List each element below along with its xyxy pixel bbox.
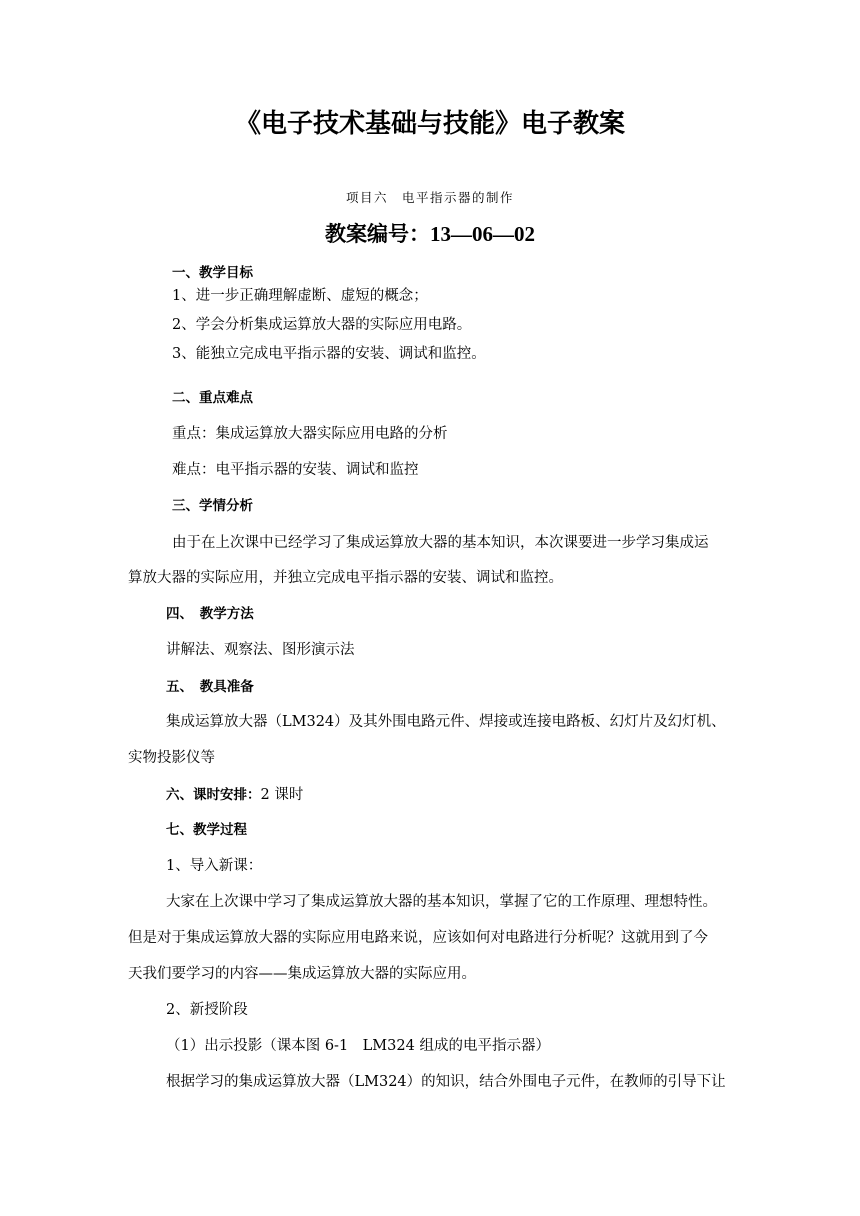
analysis-line-1: 由于在上次课中已经学习了集成运算放大器的基本知识，本次课要进一步学习集成运 bbox=[172, 535, 709, 551]
section-heading-process: 七、教学过程 bbox=[166, 822, 247, 838]
intro-line-1: 大家在上次课中学习了集成运算放大器的基本知识，掌握了它的工作原理、理想特性。 bbox=[166, 894, 717, 910]
section-heading-key-points: 二、重点难点 bbox=[172, 390, 253, 406]
section-heading-objectives: 一、教学目标 bbox=[172, 265, 253, 281]
schedule-value: 2 课时 bbox=[260, 787, 304, 803]
process-step-1: 1、导入新课： bbox=[166, 858, 263, 874]
materials-line-2: 实物投影仪等 bbox=[128, 750, 215, 766]
analysis-line-2: 算放大器的实际应用，并独立完成电平指示器的安装、调试和监控。 bbox=[128, 570, 563, 586]
document-title: 《电子技术基础与技能》电子教案 bbox=[234, 109, 625, 139]
objective-item-3: 3、能独立完成电平指示器的安装、调试和监控。 bbox=[172, 346, 486, 362]
section-heading-analysis: 三、学情分析 bbox=[172, 498, 253, 514]
guidance-line-1: 根据学习的集成运算放大器（LM324）的知识，结合外围电子元件，在教师的引导下让 bbox=[166, 1074, 726, 1090]
objective-item-1: 1、进一步正确理解虚断、虚短的概念； bbox=[172, 288, 428, 304]
difficulty-text: 难点：电平指示器的安装、调试和监控 bbox=[172, 462, 419, 478]
intro-line-3: 天我们要学习的内容——集成运算放大器的实际应用。 bbox=[128, 966, 476, 982]
project-subtitle: 项目六 电平指示器的制作 bbox=[345, 190, 514, 205]
intro-line-2: 但是对于集成运算放大器的实际应用电路来说，应该如何对电路进行分析呢？这就用到了今 bbox=[128, 930, 708, 946]
section-heading-methods: 四、 教学方法 bbox=[166, 606, 254, 622]
materials-line-1: 集成运算放大器（LM324）及其外围电路元件、焊接或连接电路板、幻灯片及幻灯机、 bbox=[166, 714, 726, 730]
projection-item: （1）出示投影（课本图 6-1 LM324 组成的电平指示器） bbox=[166, 1038, 550, 1054]
lesson-code: 教案编号：13—06—02 bbox=[325, 222, 535, 246]
schedule-line bbox=[166, 785, 303, 805]
key-point-text: 重点：集成运算放大器实际应用电路的分析 bbox=[172, 426, 448, 442]
section-heading-materials: 五、 教具准备 bbox=[166, 679, 254, 695]
section-heading-schedule: 六、课时安排： bbox=[166, 787, 261, 803]
process-step-2: 2、新授阶段 bbox=[166, 1002, 248, 1018]
methods-text: 讲解法、观察法、图形演示法 bbox=[166, 642, 355, 658]
objective-item-2: 2、学会分析集成运算放大器的实际应用电路。 bbox=[172, 317, 472, 333]
